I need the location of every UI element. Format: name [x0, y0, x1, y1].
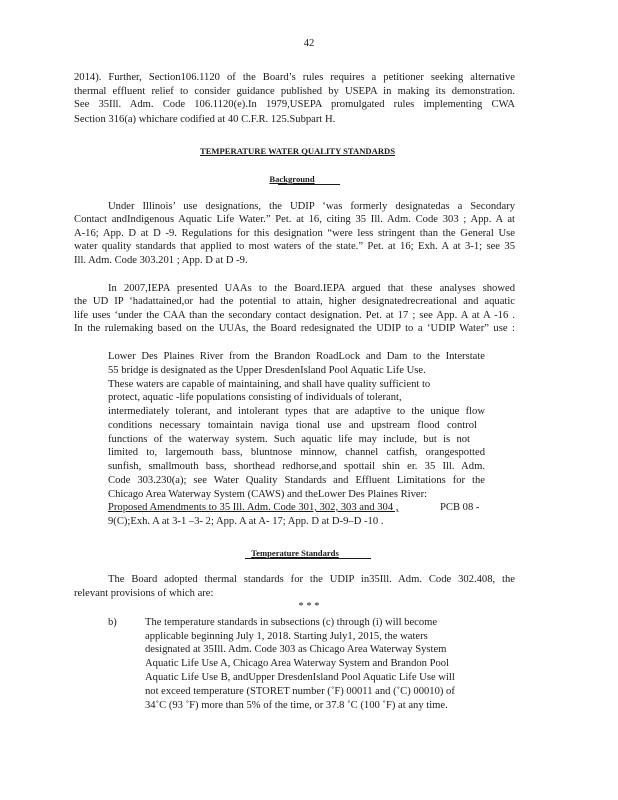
paragraph-line: A-16; App. D at D -9. Regulations for this designation “were less stringent than the General Use — [74, 228, 515, 239]
quote-line: intermediately tolerant, and intolerant types that are adaptive to the unique flow — [108, 406, 485, 417]
heading-underline — [278, 184, 340, 185]
paragraph-line: relevant provisions of which are: — [74, 588, 214, 599]
quote-line: These waters are capable of maintaining, and shall have quality sufficient to — [108, 379, 431, 390]
quote-line: Chicago Area Waterway System (CAWS) and theLower Des Plaines River: — [108, 489, 428, 500]
quote-line: functions of the waterway system. Such aquatic life may include, but is not — [108, 434, 470, 445]
quote-line: limited to, largemouth bass, bluntnose minnow, channel catfish, orangespotted — [108, 447, 485, 458]
paragraph-line: In 2007,IEPA presented UAAs to the Board.IEPA argued that these analyses showed — [108, 283, 515, 294]
paragraph-line: water quality standards that applied to most waters of the state.” Pet. at 16; Exh. A at 3-1; see 35 — [74, 241, 515, 252]
list-item-line: not exceed temperature (STORET number (˚F) 00011 and (˚C) 00010) of — [145, 686, 455, 697]
list-item-line: The temperature standards in subsections (c) through (i) will become — [145, 617, 438, 628]
paragraph-line: Section 316(a) whichare codified at 40 C.F.R. 125.Subpart H. — [74, 114, 336, 125]
heading-underline — [245, 558, 371, 559]
list-item-line: designated at 35Ill. Adm. Code 303 as Chicago Area Waterway System — [145, 644, 447, 655]
paragraph-line: Contact andIndigenous Aquatic Life Water.” Pet. at 16, citing 35 Ill. Adm. Code 303 ; App. A at — [74, 214, 515, 225]
paragraph-line: thermal effluent relief to consider guidance published by USEPA in making its demonstration. — [74, 86, 515, 97]
quote-line: Code 303.230(a); see Water Quality Standards and Effluent Limitations for the — [108, 475, 485, 486]
paragraph-line: life uses ‘under the CAA than the secondary contact designation. Pet. at 17 ; see App. A at A -16 . — [74, 310, 515, 321]
omission-marker: * * * — [298, 601, 320, 612]
quote-line: PCB 08 - — [440, 502, 480, 513]
quote-line: Lower Des Plaines River from the Brandon RoadLock and Dam to the Interstate — [108, 351, 485, 362]
subsection-heading-text: Temperature Standards — [251, 548, 339, 558]
section-heading: TEMPERATURE WATER QUALITY STANDARDS — [199, 146, 396, 156]
quote-line: conditions necessary tomaintain naviga tional use and upstream flood control — [108, 420, 477, 431]
list-item-line: applicable beginning July 1, 2018. Starting July1, 2015, the waters — [145, 631, 428, 642]
quote-line: 55 bridge is designated as the Upper DresdenIsland Pool Aquatic Life Use. — [108, 365, 426, 376]
paragraph-line: 2014). Further, Section106.1120 of the Board’s rules requires a petitioner seeking alternative — [74, 72, 515, 83]
list-item-label: b) — [108, 617, 117, 628]
paragraph-line: The Board adopted thermal standards for the UDIP in35Ill. Adm. Code 302.408, the — [108, 574, 515, 585]
paragraph-line: See 35Ill. Adm. Code 106.1120(e).In 1979,USEPA promulgated rules implementing CWA — [74, 99, 515, 110]
quote-line: 9(C);Exh. A at 3-1 –3- 2; App. A at A- 17; App. D at D-9–D -10 . — [108, 516, 384, 527]
quote-citation-link: Proposed Amendments to 35 Ill. Adm. Code 301, 302, 303 and 304 , — [108, 502, 399, 513]
page-number: 42 — [303, 38, 315, 49]
list-item-line: 34˚C (93 ˚F) more than 5% of the time, or 37.8 ˚C (100 ˚F) at any time. — [145, 700, 448, 711]
paragraph-line: the UD IP ‘hadattained,or had the potential to attain, higher designatedrecreational and aquatic — [74, 296, 515, 307]
paragraph-line: Ill. Adm. Code 303.201 ; App. D at D -9. — [74, 255, 248, 266]
subsection-heading-text: Background — [269, 174, 315, 184]
quote-line: protect, aquatic -life populations consisting of individuals of tolerant, — [108, 392, 402, 403]
paragraph-line: Under Illinois’ use designations, the UDIP ‘was formerly designatedas a Secondary — [108, 201, 515, 212]
quote-line: sunfish, smallmouth bass, shorthead redhorse,and spottail shin er. 35 Ill. Adm. — [108, 461, 485, 472]
paragraph-line: In the rulemaking based on the UUAs, the Board redesignated the UDIP to a ‘UDIP Water” use : — [74, 323, 515, 334]
list-item-line: Aquatic Life Use B, andUpper DresdenIsland Pool Aquatic Life Use will — [145, 672, 455, 683]
list-item-line: Aquatic Life Use A, Chicago Area Waterway System and Brandon Pool — [145, 658, 450, 669]
